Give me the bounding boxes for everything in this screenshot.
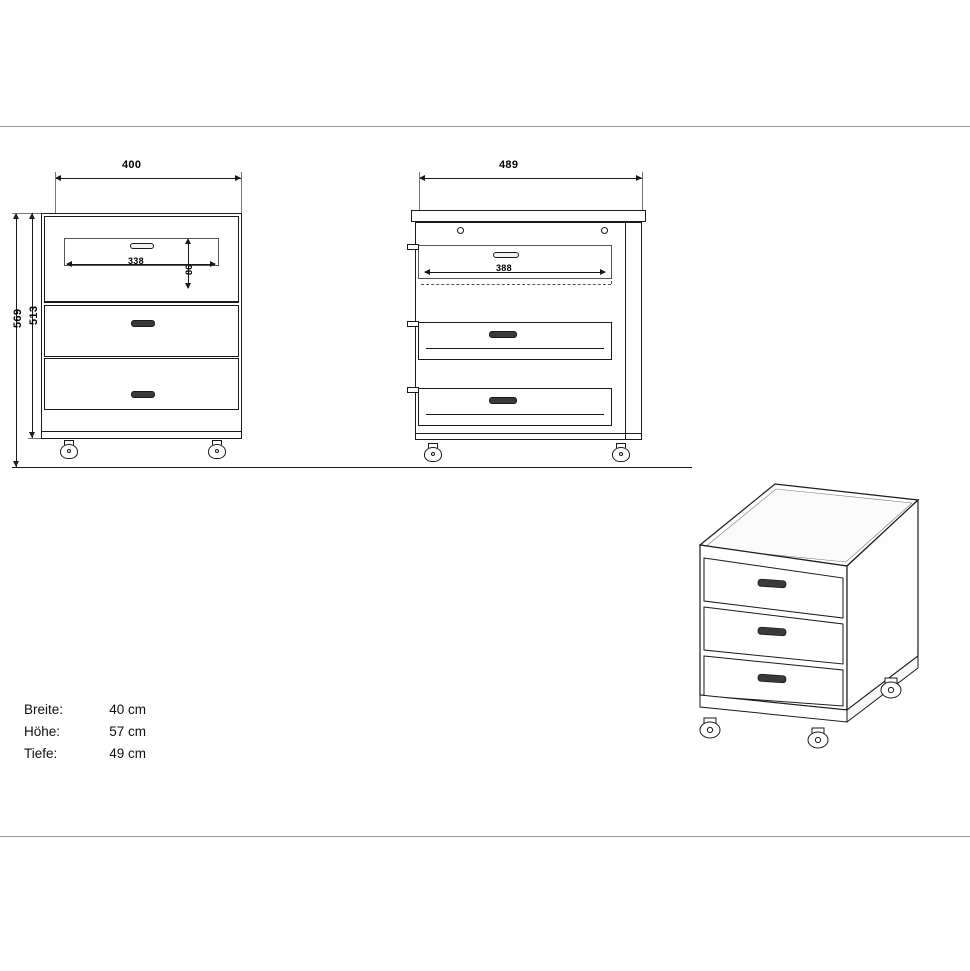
front-inner-width-arrow-left [66,261,72,267]
side-inner-depth-arrow-right [600,269,606,275]
front-height-total-value: 569 [12,308,24,328]
side-depth-value: 489 [499,159,519,171]
spec-label-depth: Tiefe: [24,746,58,761]
spec-label-width: Breite: [24,702,64,717]
front-inner-height-value: 86 [184,264,194,275]
spec-value-depth: 49 cm [109,746,146,761]
side-drawer-2-inner-line [426,414,604,415]
front-drawer-2 [44,358,239,410]
side-compartment-runner [418,245,612,279]
side-castor-right [612,443,630,467]
side-slide-tab-middle [407,321,419,327]
side-drawer-2-handle [489,397,517,404]
front-width-ext-left [55,172,56,217]
front-drawer-1-handle [131,320,155,327]
side-inner-depth-dim-line [425,272,605,273]
side-compartment-handle [493,252,519,258]
page-rule-bottom [0,836,970,837]
side-inner-depth-arrow-left [424,269,430,275]
front-width-dim-line [55,178,241,179]
side-depth-dim-line [419,178,642,179]
front-inner-height-arrow-top [185,238,191,244]
side-slide-tab-top [407,244,419,250]
side-castor-left [424,443,442,467]
front-width-value: 400 [122,159,142,171]
spec-row [24,746,146,761]
spec-row [24,724,146,739]
iso-view [680,470,950,770]
side-bottom-rail [415,433,642,434]
front-width-ext-right [241,172,242,217]
spec-row [24,702,146,717]
front-floor-line [12,467,692,468]
spec-value-width: 40 cm [109,702,146,717]
front-bottom-rail [41,431,242,432]
side-rear-panel-line [625,222,626,440]
side-slide-tab-bottom [407,387,419,393]
side-top-panel [411,210,646,222]
front-drawer-1 [44,305,239,357]
front-height-body-value: 513 [28,305,40,325]
front-castor-left [60,440,78,462]
front-drawer-2-handle [131,391,155,398]
side-drawer-1 [418,322,612,360]
side-inner-depth-value: 388 [496,263,512,273]
spec-value-height: 57 cm [109,724,146,739]
page-rule-top [0,126,970,127]
side-compartment-dashed-bottom [421,284,611,285]
front-height-total-dim-line [16,213,17,467]
front-castor-right [208,440,226,462]
side-drawer-1-inner-line [426,348,604,349]
front-inner-drawer-handle [130,243,154,249]
front-height-body-dim-line [32,213,33,438]
side-top-panel-line [415,222,642,223]
front-inner-width-arrow-right [210,261,216,267]
front-open-compartment-divider [44,302,239,303]
front-height-body-arrow-top [29,213,35,219]
side-fixing-right [601,227,608,234]
front-inner-width-value: 338 [128,256,144,266]
front-inner-height-arrow-bottom [185,283,191,289]
side-fixing-left [457,227,464,234]
spec-label-height: Höhe: [24,724,61,739]
side-compartment-dashed-right [611,265,612,284]
side-drawer-2 [418,388,612,426]
side-drawer-1-handle [489,331,517,338]
